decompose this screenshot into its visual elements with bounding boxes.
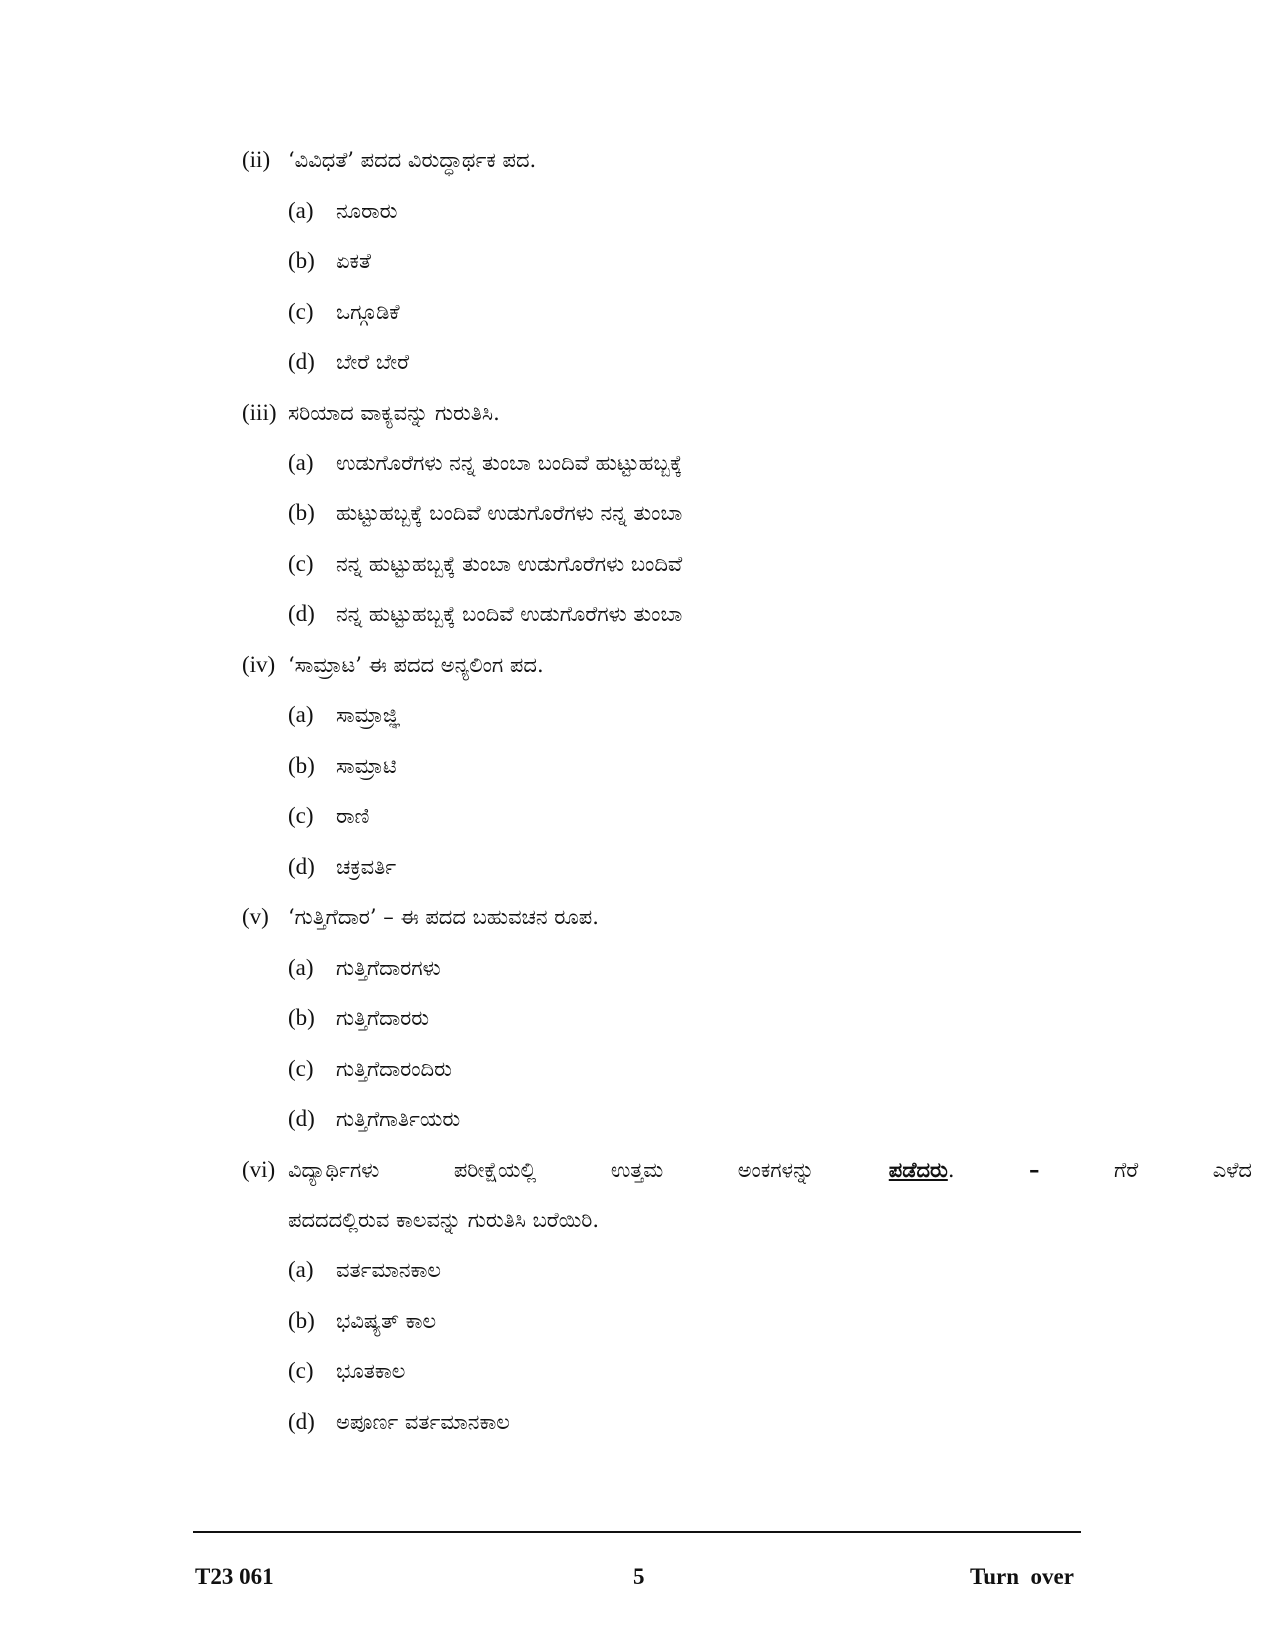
option-ii-c [288,297,400,327]
option-text: ನನ್ನ ಹುಟ್ಟುಹಬ್ಬಕ್ಕೆ ತುಂಬಾ ಉಡುಗೊರೆಗಳು ಬಂದಿವೆ [336,552,683,576]
option-iv-d [288,852,396,882]
option-v-d [288,1104,460,1134]
word: ಗೆರೆ [1114,1158,1139,1182]
option-label: (b) [288,1005,315,1030]
option-label: (a) [288,702,314,727]
page-number: 5 [633,1564,645,1589]
option-iii-d [288,599,682,629]
option-label: (a) [288,198,314,223]
option-text: ರಾಣಿ [336,804,370,828]
option-text: ಗುತ್ತಿಗೆಗಾರ್ತಿಯರು [336,1107,461,1131]
option-text: ಗುತ್ತಿಗೆದಾರಂದಿರು [336,1057,452,1081]
option-text: ನೂರಾರು [336,199,398,223]
question-text: ‘ಸಾಮ್ರಾಟ’ ಈ ಪದದ ಅನ್ಯಲಿಂಗ ಪದ. [288,653,544,677]
underlined-word-wrap [889,1155,955,1185]
option-label: (a) [288,1257,314,1282]
option-ii-b [288,246,371,276]
option-text: ಗುತ್ತಿಗೆದಾರಗಳು [336,956,441,980]
option-ii-d [288,347,409,377]
option-vi-a [288,1255,441,1285]
option-label: (d) [288,1409,315,1434]
option-text: ನನ್ನ ಹುಟ್ಟುಹಬ್ಬಕ್ಕೆ ಬಂದಿವೆ ಉಡುಗೊರೆಗಳು ತುಂಬಾ [336,602,683,626]
option-label: (c) [288,1358,314,1383]
option-label: (d) [288,349,315,374]
word-punct: . [947,1158,955,1182]
option-label: (d) [288,1106,315,1131]
option-text: ಭೂತಕಾಲ [336,1359,406,1383]
option-label: (d) [288,601,315,626]
question-text-line-1 [288,1155,1252,1185]
option-text: ಚಕ್ರವರ್ತಿ [336,855,397,879]
underlined-word: ಪಡೆದರು [888,1157,948,1182]
option-v-a [288,953,441,983]
option-label: (a) [288,450,314,475]
question-number: (vi) [242,1157,276,1182]
option-text: ಉಡುಗೊರೆಗಳು ನನ್ನ ತುಂಬಾ ಬಂದಿವೆ ಹುಟ್ಟುಹಬ್ಬಕ್ಕೆ [336,451,683,475]
word: ಎಳೆದ [1212,1158,1252,1182]
word: ಉತ್ತಮ [610,1158,664,1182]
paper-code: T23 061 [195,1564,274,1589]
word: ಅಂಕಗಳನ್ನು [737,1158,815,1182]
option-text: ಭವಿಷ್ಯತ್ ಕಾಲ [336,1309,437,1333]
option-iv-c [288,801,369,831]
option-text: ಒಗ್ಗೂಡಿಕೆ [336,300,400,324]
option-text: ಬೇರೆ ಬೇರೆ [336,350,410,374]
word: ವಿದ್ಯಾರ್ಥಿಗಳು [288,1158,380,1182]
option-label: (c) [288,551,314,576]
option-iii-a [288,448,682,478]
option-label: (c) [288,803,314,828]
option-v-b [288,1003,429,1033]
option-text: ಸಾಮ್ರಾಜ್ಞಿ [336,703,400,727]
option-v-c [288,1054,452,1084]
question-text-line-2: ಪದದದಲ್ಲಿರುವ ಕಾಲವನ್ನು ಗುರುತಿಸಿ ಬರೆಯಿರಿ. [288,1208,600,1232]
footer-divider [193,1531,1081,1533]
option-label: (b) [288,1308,315,1333]
option-iv-a [288,700,400,730]
question-text: ಸರಿಯಾದ ವಾಕ್ಯವನ್ನು ಗುರುತಿಸಿ. [288,401,500,425]
question-number: (v) [242,904,269,929]
option-iii-c [288,549,682,579]
option-vi-b [288,1306,436,1336]
option-text: ವರ್ತಮಾನಕಾಲ [336,1258,442,1282]
dash: – [1029,1157,1040,1182]
option-vi-c [288,1356,405,1386]
option-iv-b [288,751,397,781]
option-label: (a) [288,955,314,980]
option-label: (b) [288,753,315,778]
option-text: ಹುಟ್ಟುಹಬ್ಬಕ್ಕೆ ಬಂದಿವೆ ಉಡುಗೊರೆಗಳು ನನ್ನ ತುಂಬಾ [336,501,683,525]
option-label: (b) [288,500,315,525]
option-label: (c) [288,1056,314,1081]
option-vi-d [288,1407,510,1437]
option-label: (b) [288,248,315,273]
option-text: ಅಪೂರ್ಣ ವರ್ತಮಾನಕಾಲ [336,1410,510,1434]
question-text: ‘ಗುತ್ತಿಗೆದಾರ’ – ಈ ಪದದ ಬಹುವಚನ ರೂಪ. [288,905,599,929]
question-iv [242,650,544,680]
question-v [242,902,599,932]
option-label: (c) [288,299,314,324]
question-ii [242,145,536,175]
option-label: (d) [288,854,315,879]
question-number: (iv) [242,652,276,677]
option-text: ಸಾಮ್ರಾಟಿ [336,754,397,778]
question-text: ‘ವಿವಿಧತೆ’ ಪದದ ವಿರುದ್ಧಾರ್ಥಕ ಪದ. [288,148,537,172]
option-text: ಏಕತೆ [336,249,371,273]
option-iii-b [288,498,682,528]
option-text: ಗುತ್ತಿಗೆದಾರರು [336,1006,430,1030]
question-number: (ii) [242,147,271,172]
turn-over-text: Turn over [970,1564,1074,1589]
question-iii [242,398,500,428]
word: ಪರೀಕ್ಷೆಯಲ್ಲಿ [453,1158,537,1182]
question-number: (iii) [242,400,277,425]
option-ii-a [288,196,397,226]
